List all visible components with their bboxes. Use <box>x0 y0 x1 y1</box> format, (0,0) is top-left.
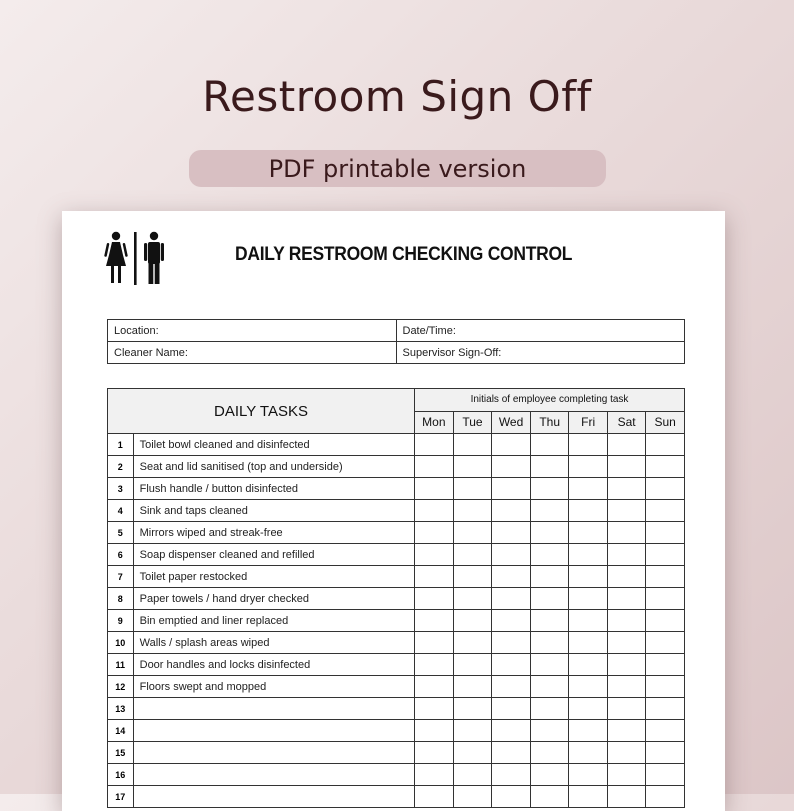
initials-cell-tue[interactable] <box>453 786 492 808</box>
initials-cell-wed[interactable] <box>492 456 531 478</box>
table-row <box>108 544 685 566</box>
initials-cell-wed[interactable] <box>492 632 531 654</box>
location-field[interactable]: Location: <box>108 320 397 342</box>
table-row <box>108 742 685 764</box>
table-row <box>108 522 685 544</box>
initials-cell-mon[interactable] <box>415 456 454 478</box>
initials-cell-sat[interactable] <box>607 654 646 676</box>
initials-cell-sat[interactable] <box>607 698 646 720</box>
initials-cell-sun[interactable] <box>646 566 685 588</box>
row-number: 7 <box>108 566 134 588</box>
initials-cell-thu[interactable] <box>530 786 569 808</box>
initials-cell-sat[interactable] <box>607 742 646 764</box>
initials-cell-sat[interactable] <box>607 566 646 588</box>
row-number: 15 <box>108 742 134 764</box>
task-label: Bin emptied and liner replaced <box>133 610 414 632</box>
initials-cell-thu[interactable] <box>530 500 569 522</box>
banner-title: Restroom Sign Off <box>202 72 592 121</box>
initials-cell-fri[interactable] <box>569 720 607 742</box>
initials-cell-thu[interactable] <box>530 566 569 588</box>
initials-cell-tue[interactable] <box>453 566 492 588</box>
table-row <box>108 456 685 478</box>
initials-cell-sat[interactable] <box>607 610 646 632</box>
row-number: 9 <box>108 610 134 632</box>
initials-cell-sun[interactable] <box>646 434 685 456</box>
task-label: Walls / splash areas wiped <box>133 632 414 654</box>
restroom-man-woman-icon <box>104 231 170 287</box>
initials-cell-tue[interactable] <box>453 742 492 764</box>
initials-cell-mon[interactable] <box>415 566 454 588</box>
initials-cell-wed[interactable] <box>492 522 531 544</box>
version-pill <box>189 150 606 187</box>
day-header-wed: Wed <box>492 411 531 434</box>
initials-cell-fri[interactable] <box>569 742 607 764</box>
initials-cell-wed[interactable] <box>492 654 531 676</box>
row-number: 13 <box>108 698 134 720</box>
initials-cell-wed[interactable] <box>492 720 531 742</box>
day-header-sun: Sun <box>646 411 685 434</box>
initials-cell-sat[interactable] <box>607 588 646 610</box>
initials-cell-thu[interactable] <box>530 434 569 456</box>
initials-cell-tue[interactable] <box>453 434 492 456</box>
task-label <box>133 698 414 720</box>
task-label: Sink and taps cleaned <box>133 500 414 522</box>
initials-cell-mon[interactable] <box>415 698 454 720</box>
task-label <box>133 786 414 808</box>
initials-cell-mon[interactable] <box>415 588 454 610</box>
table-row <box>108 632 685 654</box>
initials-cell-wed[interactable] <box>492 610 531 632</box>
initials-cell-mon[interactable] <box>415 742 454 764</box>
task-label <box>133 764 414 786</box>
task-label: Toilet bowl cleaned and disinfected <box>133 434 414 456</box>
initials-cell-sat[interactable] <box>607 434 646 456</box>
table-row <box>108 588 685 610</box>
initials-cell-thu[interactable] <box>530 632 569 654</box>
table-row <box>108 434 685 456</box>
initials-cell-fri[interactable] <box>569 456 607 478</box>
initials-cell-wed[interactable] <box>492 588 531 610</box>
initials-cell-fri[interactable] <box>569 522 607 544</box>
row-number: 5 <box>108 522 134 544</box>
initials-cell-fri[interactable] <box>569 764 607 786</box>
row-number: 3 <box>108 478 134 500</box>
initials-cell-fri[interactable] <box>569 588 607 610</box>
row-number: 12 <box>108 676 134 698</box>
day-header-thu: Thu <box>530 411 569 434</box>
initials-cell-thu[interactable] <box>530 610 569 632</box>
initials-cell-sat[interactable] <box>607 786 646 808</box>
initials-cell-sun[interactable] <box>646 456 685 478</box>
table-row <box>108 676 685 698</box>
initials-cell-sun[interactable] <box>646 654 685 676</box>
initials-cell-wed[interactable] <box>492 500 531 522</box>
table-row <box>108 720 685 742</box>
row-number: 2 <box>108 456 134 478</box>
cleaner-name-field[interactable]: Cleaner Name: <box>108 342 397 364</box>
day-header-fri: Fri <box>569 411 607 434</box>
initials-cell-thu[interactable] <box>530 698 569 720</box>
initials-cell-sun[interactable] <box>646 478 685 500</box>
day-header-mon: Mon <box>415 411 454 434</box>
initials-cell-sun[interactable] <box>646 500 685 522</box>
task-label: Soap dispenser cleaned and refilled <box>133 544 414 566</box>
sheet-title: DAILY RESTROOM CHECKING CONTROL <box>235 244 573 265</box>
initials-cell-wed[interactable] <box>492 764 531 786</box>
datetime-field[interactable]: Date/Time: <box>396 320 685 342</box>
initials-header: Initials of employee completing task <box>415 389 685 412</box>
initials-cell-sun[interactable] <box>646 698 685 720</box>
initials-cell-thu[interactable] <box>530 588 569 610</box>
task-label: Toilet paper restocked <box>133 566 414 588</box>
initials-cell-tue[interactable] <box>453 698 492 720</box>
initials-cell-sat[interactable] <box>607 500 646 522</box>
initials-cell-tue[interactable] <box>453 720 492 742</box>
checklist-sheet <box>62 211 725 811</box>
initials-cell-fri[interactable] <box>569 566 607 588</box>
initials-cell-thu[interactable] <box>530 742 569 764</box>
initials-cell-sun[interactable] <box>646 610 685 632</box>
row-number: 6 <box>108 544 134 566</box>
version-label: PDF printable version <box>268 154 527 183</box>
initials-cell-sat[interactable] <box>607 632 646 654</box>
supervisor-signoff-field[interactable]: Supervisor Sign-Off: <box>396 342 685 364</box>
initials-cell-tue[interactable] <box>453 456 492 478</box>
task-label <box>133 720 414 742</box>
initials-cell-mon[interactable] <box>415 478 454 500</box>
initials-cell-sun[interactable] <box>646 632 685 654</box>
initials-cell-mon[interactable] <box>415 676 454 698</box>
initials-cell-sat[interactable] <box>607 544 646 566</box>
row-number: 16 <box>108 764 134 786</box>
initials-cell-thu[interactable] <box>530 654 569 676</box>
initials-cell-mon[interactable] <box>415 720 454 742</box>
initials-cell-tue[interactable] <box>453 588 492 610</box>
initials-cell-thu[interactable] <box>530 478 569 500</box>
initials-cell-thu[interactable] <box>530 456 569 478</box>
initials-cell-mon[interactable] <box>415 434 454 456</box>
initials-cell-fri[interactable] <box>569 676 607 698</box>
initials-cell-fri[interactable] <box>569 698 607 720</box>
row-number: 4 <box>108 500 134 522</box>
info-table <box>107 319 685 364</box>
initials-cell-wed[interactable] <box>492 434 531 456</box>
day-header-sat: Sat <box>607 411 646 434</box>
row-number: 17 <box>108 786 134 808</box>
table-row <box>108 698 685 720</box>
row-number: 10 <box>108 632 134 654</box>
initials-cell-wed[interactable] <box>492 786 531 808</box>
initials-cell-wed[interactable] <box>492 478 531 500</box>
initials-cell-mon[interactable] <box>415 786 454 808</box>
initials-cell-sat[interactable] <box>607 478 646 500</box>
table-row <box>108 610 685 632</box>
task-label: Flush handle / button disinfected <box>133 478 414 500</box>
initials-cell-sun[interactable] <box>646 588 685 610</box>
task-label: Mirrors wiped and streak-free <box>133 522 414 544</box>
tasks-table <box>107 388 685 808</box>
task-label: Door handles and locks disinfected <box>133 654 414 676</box>
row-number: 8 <box>108 588 134 610</box>
initials-cell-thu[interactable] <box>530 720 569 742</box>
initials-cell-wed[interactable] <box>492 566 531 588</box>
initials-cell-mon[interactable] <box>415 522 454 544</box>
initials-cell-thu[interactable] <box>530 676 569 698</box>
initials-cell-sun[interactable] <box>646 764 685 786</box>
initials-cell-fri[interactable] <box>569 610 607 632</box>
task-label: Seat and lid sanitised (top and underside) <box>133 456 414 478</box>
table-row <box>108 764 685 786</box>
initials-cell-thu[interactable] <box>530 764 569 786</box>
initials-cell-fri[interactable] <box>569 632 607 654</box>
initials-cell-thu[interactable] <box>530 522 569 544</box>
initials-cell-tue[interactable] <box>453 478 492 500</box>
initials-cell-sat[interactable] <box>607 456 646 478</box>
initials-cell-sun[interactable] <box>646 786 685 808</box>
initials-cell-tue[interactable] <box>453 610 492 632</box>
table-row <box>108 500 685 522</box>
initials-cell-fri[interactable] <box>569 544 607 566</box>
initials-cell-sat[interactable] <box>607 720 646 742</box>
initials-cell-tue[interactable] <box>453 764 492 786</box>
initials-cell-fri[interactable] <box>569 786 607 808</box>
task-label <box>133 742 414 764</box>
initials-cell-mon[interactable] <box>415 764 454 786</box>
initials-cell-mon[interactable] <box>415 544 454 566</box>
table-row <box>108 786 685 808</box>
initials-cell-mon[interactable] <box>415 654 454 676</box>
table-row <box>108 566 685 588</box>
initials-cell-fri[interactable] <box>569 478 607 500</box>
initials-cell-fri[interactable] <box>569 654 607 676</box>
initials-cell-sun[interactable] <box>646 676 685 698</box>
day-header-tue: Tue <box>453 411 492 434</box>
initials-cell-fri[interactable] <box>569 434 607 456</box>
initials-cell-mon[interactable] <box>415 500 454 522</box>
row-number: 14 <box>108 720 134 742</box>
initials-cell-wed[interactable] <box>492 742 531 764</box>
initials-cell-sat[interactable] <box>607 764 646 786</box>
initials-cell-tue[interactable] <box>453 544 492 566</box>
table-row <box>108 478 685 500</box>
initials-cell-sun[interactable] <box>646 720 685 742</box>
initials-cell-thu[interactable] <box>530 544 569 566</box>
table-row <box>108 654 685 676</box>
initials-cell-sun[interactable] <box>646 742 685 764</box>
daily-tasks-header: DAILY TASKS <box>108 389 415 434</box>
row-number: 11 <box>108 654 134 676</box>
initials-cell-tue[interactable] <box>453 500 492 522</box>
initials-cell-mon[interactable] <box>415 610 454 632</box>
initials-cell-tue[interactable] <box>453 522 492 544</box>
initials-cell-tue[interactable] <box>453 632 492 654</box>
row-number: 1 <box>108 434 134 456</box>
initials-cell-wed[interactable] <box>492 698 531 720</box>
initials-cell-wed[interactable] <box>492 544 531 566</box>
initials-cell-sat[interactable] <box>607 676 646 698</box>
initials-cell-sun[interactable] <box>646 522 685 544</box>
initials-cell-fri[interactable] <box>569 500 607 522</box>
initials-cell-tue[interactable] <box>453 654 492 676</box>
initials-cell-wed[interactable] <box>492 676 531 698</box>
initials-cell-tue[interactable] <box>453 676 492 698</box>
task-label: Floors swept and mopped <box>133 676 414 698</box>
initials-cell-mon[interactable] <box>415 632 454 654</box>
initials-cell-sun[interactable] <box>646 544 685 566</box>
task-label: Paper towels / hand dryer checked <box>133 588 414 610</box>
initials-cell-sat[interactable] <box>607 522 646 544</box>
